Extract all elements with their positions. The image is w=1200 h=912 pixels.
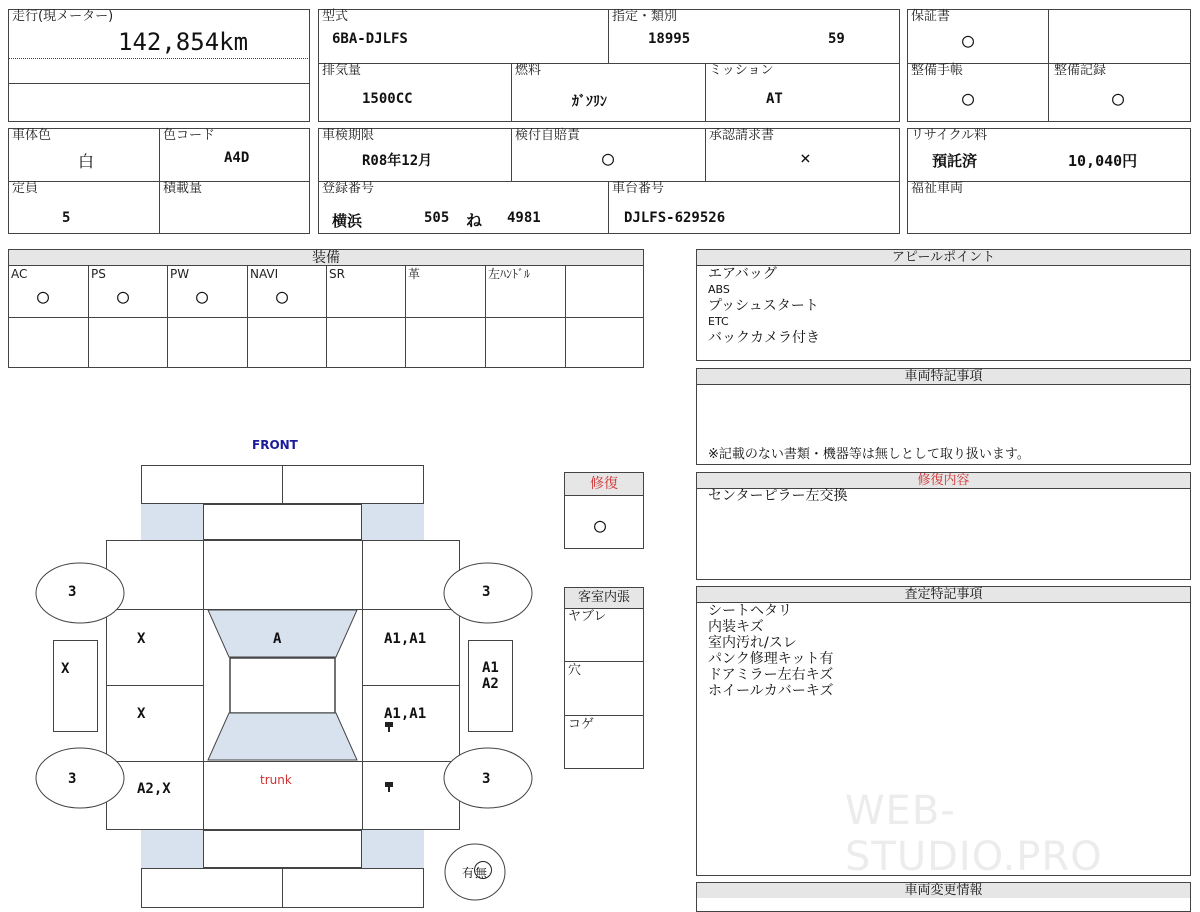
roof-panel <box>230 658 335 713</box>
registration-kana: ね <box>466 211 483 230</box>
mileage-value: 142,854km <box>118 28 249 56</box>
liability-insurance-value: ○ <box>602 146 615 170</box>
appraisal-title: 査定特記事項 <box>697 587 1190 603</box>
appraisal-line: 室内汚れ/スレ <box>708 635 797 651</box>
col-divider <box>511 128 512 181</box>
left-front-door-grade: X <box>137 631 146 647</box>
rear-window-shape <box>208 713 357 760</box>
left-rear-door-grade: X <box>137 706 146 722</box>
col-divider <box>247 265 248 368</box>
appeal-line: バックカメラ付き <box>708 330 820 346</box>
approval-request-label: 承認請求書 <box>709 128 775 143</box>
warranty-value: ○ <box>962 28 975 52</box>
equip-pw-value: ○ <box>196 284 209 308</box>
col-divider <box>705 63 706 122</box>
right-sill-grade-1: A1 <box>482 660 499 676</box>
maintenance-book-label: 整備手帳 <box>911 63 964 78</box>
color-code-label: 色コード <box>163 128 216 143</box>
fuel-value: ｶﾞｿﾘﾝ <box>572 94 607 110</box>
spare-tire-label: 有無 <box>462 866 489 880</box>
mileage-box <box>8 9 310 122</box>
front-left-pillar <box>141 504 203 540</box>
body-color-label: 車体色 <box>12 128 52 143</box>
repair-detail-title: 修復内容 <box>697 473 1190 489</box>
col-divider <box>326 265 327 368</box>
pin-stem <box>388 727 390 732</box>
repair-title: 修復 <box>565 473 643 496</box>
panel-divider <box>106 685 203 686</box>
equip-navi-value: ○ <box>276 284 289 308</box>
equip-ps-value: ○ <box>117 284 130 308</box>
recycle-status: 預託済 <box>932 152 978 170</box>
front-right-pillar <box>362 504 424 540</box>
interior-hole: 穴 <box>568 663 582 678</box>
chassis-value: DJLFS-629526 <box>624 210 726 226</box>
interior-burn: コゲ <box>568 717 595 732</box>
appraisal-line: パンク修理キット有 <box>708 651 834 667</box>
displacement-label: 排気量 <box>322 63 362 78</box>
spare-tire-circle <box>474 861 492 879</box>
designation-value1: 18995 <box>648 31 691 47</box>
tire-shape <box>36 563 124 623</box>
row-divider <box>564 661 644 662</box>
col-divider <box>485 265 486 368</box>
panel-divider <box>106 761 460 762</box>
tire-fr-grade: 3 <box>482 584 491 600</box>
chassis-label: 車台番号 <box>612 181 665 196</box>
warranty-label: 保証書 <box>911 9 951 24</box>
equip-pw-label: PW <box>170 267 190 281</box>
col-divider <box>511 63 512 122</box>
mileage-divider <box>8 58 310 59</box>
approval-request-value: × <box>800 148 811 169</box>
maintenance-book-value: ○ <box>962 86 975 110</box>
right-front-door-grade: A1,A1 <box>384 631 427 647</box>
special-notes-footer: ※記載のない書類・機器等は無しとして取り扱います。 <box>708 447 1030 462</box>
change-info-title: 車両変更情報 <box>697 883 1190 898</box>
right-sill-grade-2: A2 <box>482 676 499 692</box>
panel-divider <box>282 465 283 504</box>
left-sill <box>53 640 98 732</box>
col-divider <box>167 265 168 368</box>
col-divider <box>1048 9 1049 122</box>
right-rear-door-grade: A1,A1 <box>384 706 427 722</box>
liability-insurance-label: 検付自賠責 <box>515 128 581 143</box>
trunk-label: trunk <box>260 773 292 787</box>
designation-value2: 59 <box>828 31 845 47</box>
displacement-value: 1500CC <box>362 91 413 107</box>
col-divider <box>88 265 89 368</box>
equip-ac-value: ○ <box>37 284 50 308</box>
maintenance-record-value: ○ <box>1112 86 1125 110</box>
repair-value: ○ <box>594 513 607 537</box>
repair-detail-text: センターピラー左交換 <box>708 488 848 504</box>
load-capacity-label: 積載量 <box>163 181 203 196</box>
tire-fl-grade: 3 <box>68 584 77 600</box>
left-quarter-grade: A2,X <box>137 781 171 797</box>
welfare-label: 福祉車両 <box>911 181 964 196</box>
designation-label: 指定・類別 <box>612 9 678 24</box>
tire-front-left <box>34 561 126 625</box>
watermark: WEB-STUDIO.PRO <box>845 788 1103 880</box>
left-sill-grade: X <box>61 661 70 677</box>
appeal-line: ABS <box>708 283 730 296</box>
roof-glass <box>203 609 363 761</box>
maintenance-record-label: 整備記録 <box>1054 63 1107 78</box>
registration-class: 505 <box>424 210 450 226</box>
hood <box>203 504 362 540</box>
tire-rr-grade: 3 <box>482 771 491 787</box>
windshield-shape <box>208 610 357 657</box>
col-divider <box>608 9 609 63</box>
recycle-amount: 10,040円 <box>1068 152 1138 170</box>
equip-navi-label: NAVI <box>250 267 279 281</box>
interior-title: 客室内張 <box>565 588 643 609</box>
pin-icon <box>385 722 393 732</box>
appraisal-line: 内装キズ <box>708 619 764 635</box>
transmission-value: AT <box>766 91 783 107</box>
appeal-line: ETC <box>708 315 729 328</box>
pin-stem <box>388 787 390 792</box>
equip-ps-label: PS <box>91 267 106 281</box>
tire-shape <box>36 748 124 808</box>
registration-number: 4981 <box>507 210 541 226</box>
body-color-value: 白 <box>78 152 95 171</box>
special-notes-title: 車両特記事項 <box>697 369 1190 385</box>
panel-divider <box>362 685 460 686</box>
capacity-label: 定員 <box>12 181 39 196</box>
capacity-value: 5 <box>62 210 71 226</box>
transmission-label: ミッション <box>709 63 774 78</box>
col-divider <box>705 128 706 181</box>
color-code-value: A4D <box>224 150 250 166</box>
appraisal-line: ドアミラー左右キズ <box>708 667 834 683</box>
registration-label: 登録番号 <box>322 181 375 196</box>
col-divider <box>405 265 406 368</box>
row-divider <box>564 715 644 716</box>
equip-lhd-label: 左ﾊﾝﾄﾞﾙ <box>488 267 531 281</box>
model-value: 6BA-DJLFS <box>332 31 408 47</box>
panel-divider <box>282 868 283 908</box>
pin-icon <box>385 782 393 792</box>
registration-area: 横浜 <box>332 212 363 230</box>
tire-rl-grade: 3 <box>68 771 77 787</box>
row-divider <box>8 181 310 182</box>
row-divider <box>318 63 900 64</box>
row-divider <box>318 181 900 182</box>
fuel-label: 燃料 <box>515 63 542 78</box>
equipment-title: 装備 <box>9 250 643 266</box>
equip-ac-label: AC <box>11 267 28 281</box>
rear-left-pillar <box>141 830 203 868</box>
mileage-divider2 <box>8 83 310 84</box>
mileage-label: 走行(現メーター) <box>12 9 114 24</box>
appeal-line: エアバッグ <box>708 266 777 282</box>
recycle-label: リサイクル料 <box>911 128 988 143</box>
tire-rear-left <box>34 746 126 810</box>
roof-grade: A <box>273 631 282 647</box>
front-label: FRONT <box>252 438 298 452</box>
inspection-expiry-value: R08年12月 <box>362 153 433 169</box>
inspection-expiry-label: 車検期限 <box>322 128 375 143</box>
equip-leather-label: 革 <box>408 267 421 281</box>
rear-deck <box>203 830 362 868</box>
interior-tear: ヤブレ <box>568 609 607 624</box>
equip-sr-label: SR <box>329 267 345 281</box>
appraisal-line: シートヘタリ <box>708 603 792 619</box>
model-label: 型式 <box>322 9 349 24</box>
appeal-line: プッシュスタート <box>708 298 819 314</box>
appraisal-line: ホイールカバーキズ <box>708 683 834 699</box>
rear-right-pillar <box>362 830 424 868</box>
appeal-title: アピールポイント <box>697 250 1190 266</box>
col-divider <box>608 181 609 234</box>
col-divider <box>565 265 566 368</box>
